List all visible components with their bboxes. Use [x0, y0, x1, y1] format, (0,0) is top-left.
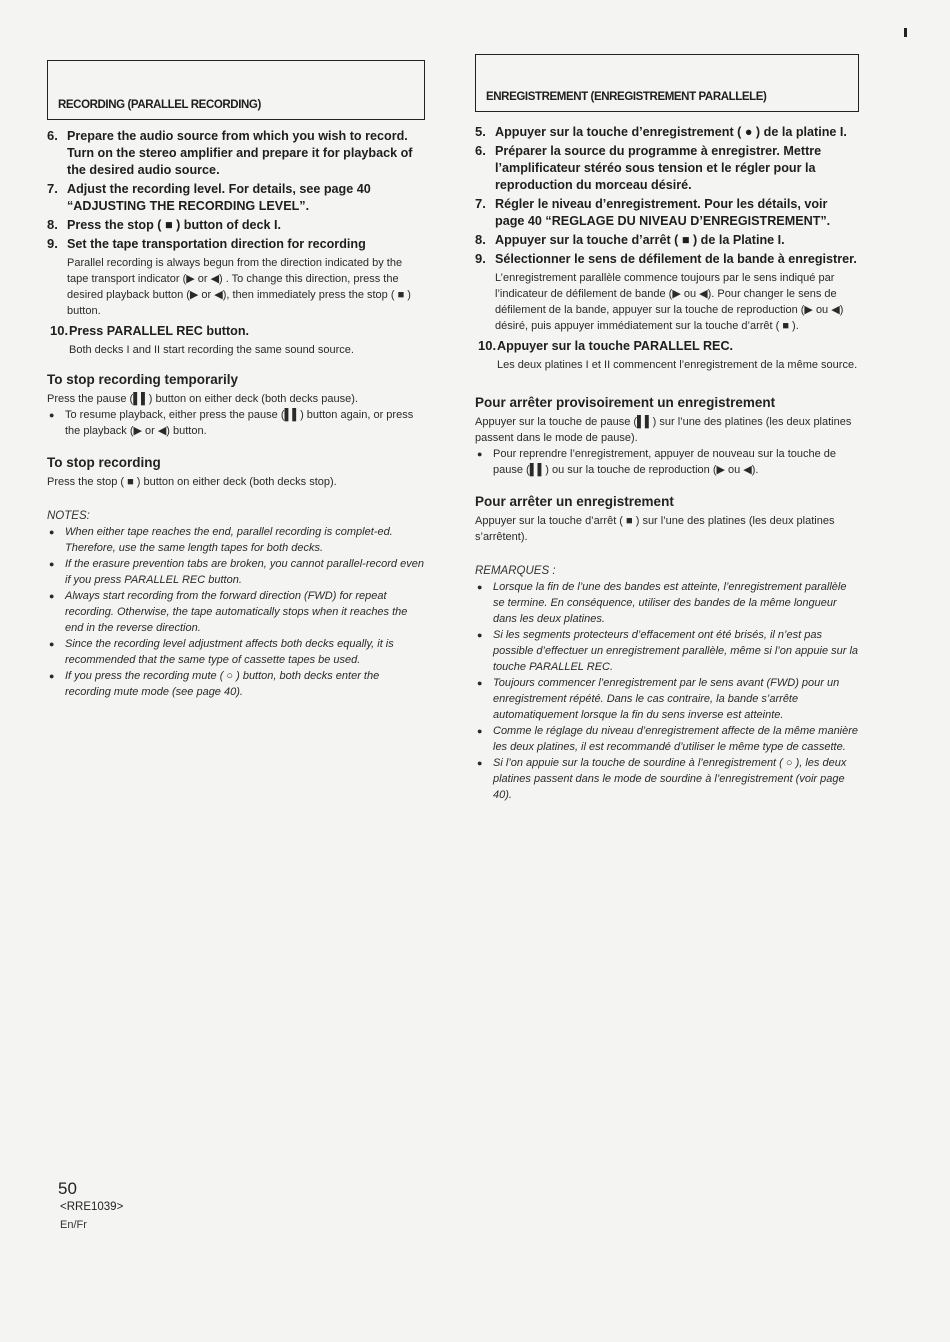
stop-heading: Pour arrêter un enregistrement	[475, 494, 674, 509]
note-item: ● Always start recording from the forward direction (FWD) for repeat recording. Otherwise, the tape automatically stops when it reaches the end in the reverse direction.	[47, 588, 425, 636]
stop-temporarily-text: Appuyer sur la touche de pause (▌▌) sur l’une des platines (les deux platines passent dans le mode de pause).	[475, 416, 852, 444]
step-item	[475, 251, 859, 334]
step-title: Sélectionner le sens de défilement de la bande à enregistrer.	[495, 252, 857, 266]
notes-heading: NOTES:	[47, 510, 90, 522]
step-number: 6.	[475, 143, 486, 158]
stop-temporarily-heading: Pour arrêter provisoirement un enregistrement	[475, 395, 776, 410]
step-number: 9.	[47, 236, 58, 251]
note-item: ● Si l’on appuie sur la touche de sourdine à l’enregistrement ( ○ ), les deux platines passent dans le mode de sourdine à l’enregistrement (voir page 40).	[475, 755, 859, 803]
note-item: ● Toujours commencer l’enregistrement par le sens avant (FWD) pour un enregistrement répété. Dans le cas contraire, la bande s’arrête automatiquement lorsque la fin du sens inverse est atteinte.	[475, 675, 859, 723]
step-item	[475, 338, 859, 373]
section-header-box	[47, 60, 425, 120]
note-item: ● If you press the recording mute ( ○ ) button, both decks enter the recording mute mode (see page 40).	[47, 668, 425, 700]
bullet-item: ● Pour reprendre l’enregistrement, appuyer de nouveau sur la touche de pause (▌▌) ou sur la touche de reproduction (▶ ou ◀).	[475, 446, 859, 478]
step-title: Appuyer sur la touche d’arrêt ( ■ ) de la Platine I.	[495, 233, 785, 247]
page-number: 50	[58, 1179, 77, 1198]
step-body: Les deux platines I et II commencent l’enregistrement de la même source.	[497, 359, 858, 371]
stop-temporarily-bullets	[475, 446, 859, 478]
step-title: Appuyer sur la touche PARALLEL REC.	[497, 339, 734, 353]
stop-temporarily-text: Press the pause (▌▌) button on either deck (both decks pause).	[47, 393, 358, 405]
section-header-box	[475, 54, 859, 112]
step-item	[47, 217, 425, 234]
step-title: Régler le niveau d’enregistrement. Pour les détails, voir page 40 “REGLAGE DU NIVEAU D’ENREGISTREMENT”.	[495, 197, 831, 228]
step-number: 7.	[475, 196, 486, 211]
step-item	[47, 128, 425, 179]
step-title: Press the stop ( ■ ) button of deck I.	[67, 218, 282, 232]
step-number: 10.	[50, 323, 69, 338]
step-body: L’enregistrement parallèle commence toujours par le sens indiqué par l’indicateur de défilement de bande (▶ ou ◀). Pour changer le sens de défilement de la bande, appuyer sur la touche de reproduction (▶ ou ◀) désiré, puis appuyer immédiatement sur la touche d’arrêt ( ■ ).	[495, 272, 844, 332]
stop-text: Press the stop ( ■ ) button on either deck (both decks stop).	[47, 476, 337, 488]
step-item	[47, 323, 425, 358]
note-item: ● When either tape reaches the end, parallel recording is complet-ed. Therefore, use the same length tapes for both decks.	[47, 524, 425, 556]
document-code: <RRE1039>	[60, 1201, 124, 1213]
step-number: 5.	[475, 124, 486, 139]
note-item: ● If the erasure prevention tabs are broken, you cannot parallel-record even if you press PARALLEL REC button.	[47, 556, 425, 588]
step-body: Parallel recording is always begun from the direction indicated by the tape transport indicator (▶ or ◀) . To change this direction, press the desired playback button (▶ or ◀), then immediately press the stop ( ■ ) button.	[67, 257, 411, 317]
stop-temporarily-heading: To stop recording temporarily	[47, 372, 239, 387]
step-item	[475, 124, 859, 141]
note-item: ● Si les segments protecteurs d’effacement ont été brisés, il n’est pas possible d’effectuer un enregistrement parallèle, même si l’on appuie sur la touche PARALLEL REC.	[475, 627, 859, 675]
stop-temporarily-bullets	[47, 407, 425, 439]
step-list	[475, 124, 859, 373]
step-number: 7.	[47, 181, 58, 196]
step-item	[475, 143, 859, 194]
french-column	[475, 60, 859, 803]
step-title: Appuyer sur la touche d’enregistrement ( ● ) de la platine I.	[495, 125, 847, 139]
notes-list	[47, 524, 425, 700]
step-title: Prepare the audio source from which you wish to record. Turn on the stereo amplifier and prepare it for playback of the desired audio source.	[67, 129, 413, 177]
corner-mark	[904, 28, 907, 37]
step-title: Press PARALLEL REC button.	[69, 324, 250, 338]
english-column	[47, 60, 425, 700]
note-item: ● Since the recording level adjustment affects both decks equally, it is recommended that the same type of cassette tapes be used.	[47, 636, 425, 668]
step-title: Préparer la source du programme à enregistrer. Mettre l’amplificateur stéréo sous tension et le régler pour la reproduction du morceau désiré.	[495, 144, 822, 192]
step-list	[47, 128, 425, 358]
step-number: 8.	[47, 217, 58, 232]
note-item: ● Comme le réglage du niveau d’enregistrement affecte de la même manière les deux platines, il est recommandé d’utiliser le même type de cassette.	[475, 723, 859, 755]
step-number: 8.	[475, 232, 486, 247]
notes-list	[475, 579, 859, 803]
bullet-item: ● To resume playback, either press the pause (▌▌) button again, or press the playback (▶ or ◀) button.	[47, 407, 425, 439]
language-code: En/Fr	[60, 1219, 87, 1231]
stop-heading: To stop recording	[47, 455, 161, 470]
step-item	[475, 232, 859, 249]
notes-heading: REMARQUES :	[475, 565, 556, 577]
section-header-title: ENREGISTREMENT (ENREGISTREMENT PARALLELE)	[486, 91, 767, 103]
step-number: 9.	[475, 251, 486, 266]
note-item: ● Lorsque la fin de l’une des bandes est atteinte, l’enregistrement parallèle se termine. En conséquence, utiliser des bandes de la même longueur dans les deux platines.	[475, 579, 859, 627]
step-number: 10.	[478, 338, 497, 353]
section-header-title: RECORDING (PARALLEL RECORDING)	[58, 99, 261, 111]
step-item	[47, 181, 425, 215]
step-title: Set the tape transportation direction for recording	[67, 237, 366, 251]
step-body: Both decks I and II start recording the same sound source.	[69, 344, 354, 356]
stop-text: Appuyer sur la touche d’arrêt ( ■ ) sur l’une des platines (les deux platines s’arrêtent).	[475, 515, 835, 543]
step-number: 6.	[47, 128, 58, 143]
step-item	[47, 236, 425, 319]
step-item	[475, 196, 859, 230]
step-title: Adjust the recording level. For details, see page 40 “ADJUSTING THE RECORDING LEVEL”.	[67, 182, 371, 213]
